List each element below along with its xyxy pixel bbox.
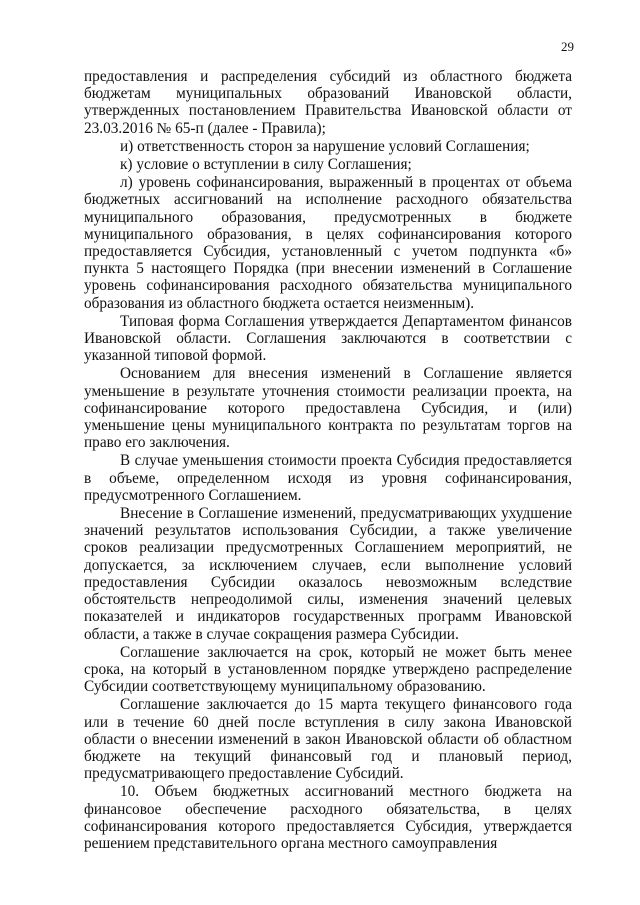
paragraph-rules-reference: предоставления и распределения субсидий из областного бюджета бюджетам муниципальных образований Ивановской области, утвержденных постановлением Правительства Ивановской области от 23.03.2016 № 65-п (далее - Правила); [84, 68, 572, 137]
paragraph-item-l: л) уровень софинансирования, выраженный в процентах от объема бюджетных ассигнований на исполнение расходного обязательства муниципального образования, предусмотренных в бюджете муниципального образования, в целях софинансирования которого предоставляется Субсидия, установленный с учетом подпункта «б» пункта 5 настоящего Порядка (при внесении изменений в Соглашение уровень софинансирования расходного обязательства муниципального образования из областного бюджета остается неизменным). [84, 174, 572, 312]
paragraph-typical-form: Типовая форма Соглашения утверждается Департаментом финансов Ивановской области. Соглашения заключаются в соответствии с указанной типовой формой. [84, 312, 572, 365]
paragraph-changes-not-allowed: Внесение в Соглашение изменений, предусматривающих ухудшение значений результатов использования Субсидии, а также увеличение сроков реализации предусмотренных Соглашением мероприятий, не допускается, за исключением случаев, если выполнение условий предоставления Субсидии оказалось невозможным вследствие обстоятельств непреодолимой силы, изменения значений целевых показателей и индикаторов государственных программ Ивановской области, а также в случае сокращения размера Субсидии. [84, 505, 572, 643]
paragraph-item-10: 10. Объем бюджетных ассигнований местного бюджета на финансовое обеспечение расходного обязательства, в целях софинансирования которого предоставляется Субсидия, утверждается решением представительного органа местного самоуправления [84, 783, 572, 852]
paragraph-cost-reduction: В случае уменьшения стоимости проекта Субсидия предоставляется в объеме, определенном исходя из уровня софинансирования, предусмотренного Соглашением. [84, 452, 572, 504]
paragraph-agreement-deadline: Соглашение заключается до 15 марта текущего финансового года или в течение 60 дней после вступления в силу закона Ивановской области о внесении изменений в закон Ивановской области об областном бюджете на текущий финансовый год и плановый период, предусматривающего предоставление Субсидий. [84, 696, 572, 783]
paragraph-grounds-for-changes: Основанием для внесения изменений в Соглашение является уменьшение в результате уточнения стоимости реализации проекта, на софинансирование которого предоставлена Субсидия, и (или) уменьшение цены муниципального контракта по результатам торгов на право его заключения. [84, 365, 572, 452]
paragraph-agreement-term: Соглашение заключается на срок, который не может быть менее срока, на который в установленном порядке утверждено распределение Субсидии соответствующему муниципальному образованию. [84, 643, 572, 696]
paragraph-item-i: и) ответственность сторон за нарушение условий Соглашения; [120, 137, 530, 155]
document-body [84, 68, 572, 853]
paragraph-item-k: к) условие о вступлении в силу Соглашения; [120, 156, 412, 174]
page-number: 29 [561, 39, 574, 54]
